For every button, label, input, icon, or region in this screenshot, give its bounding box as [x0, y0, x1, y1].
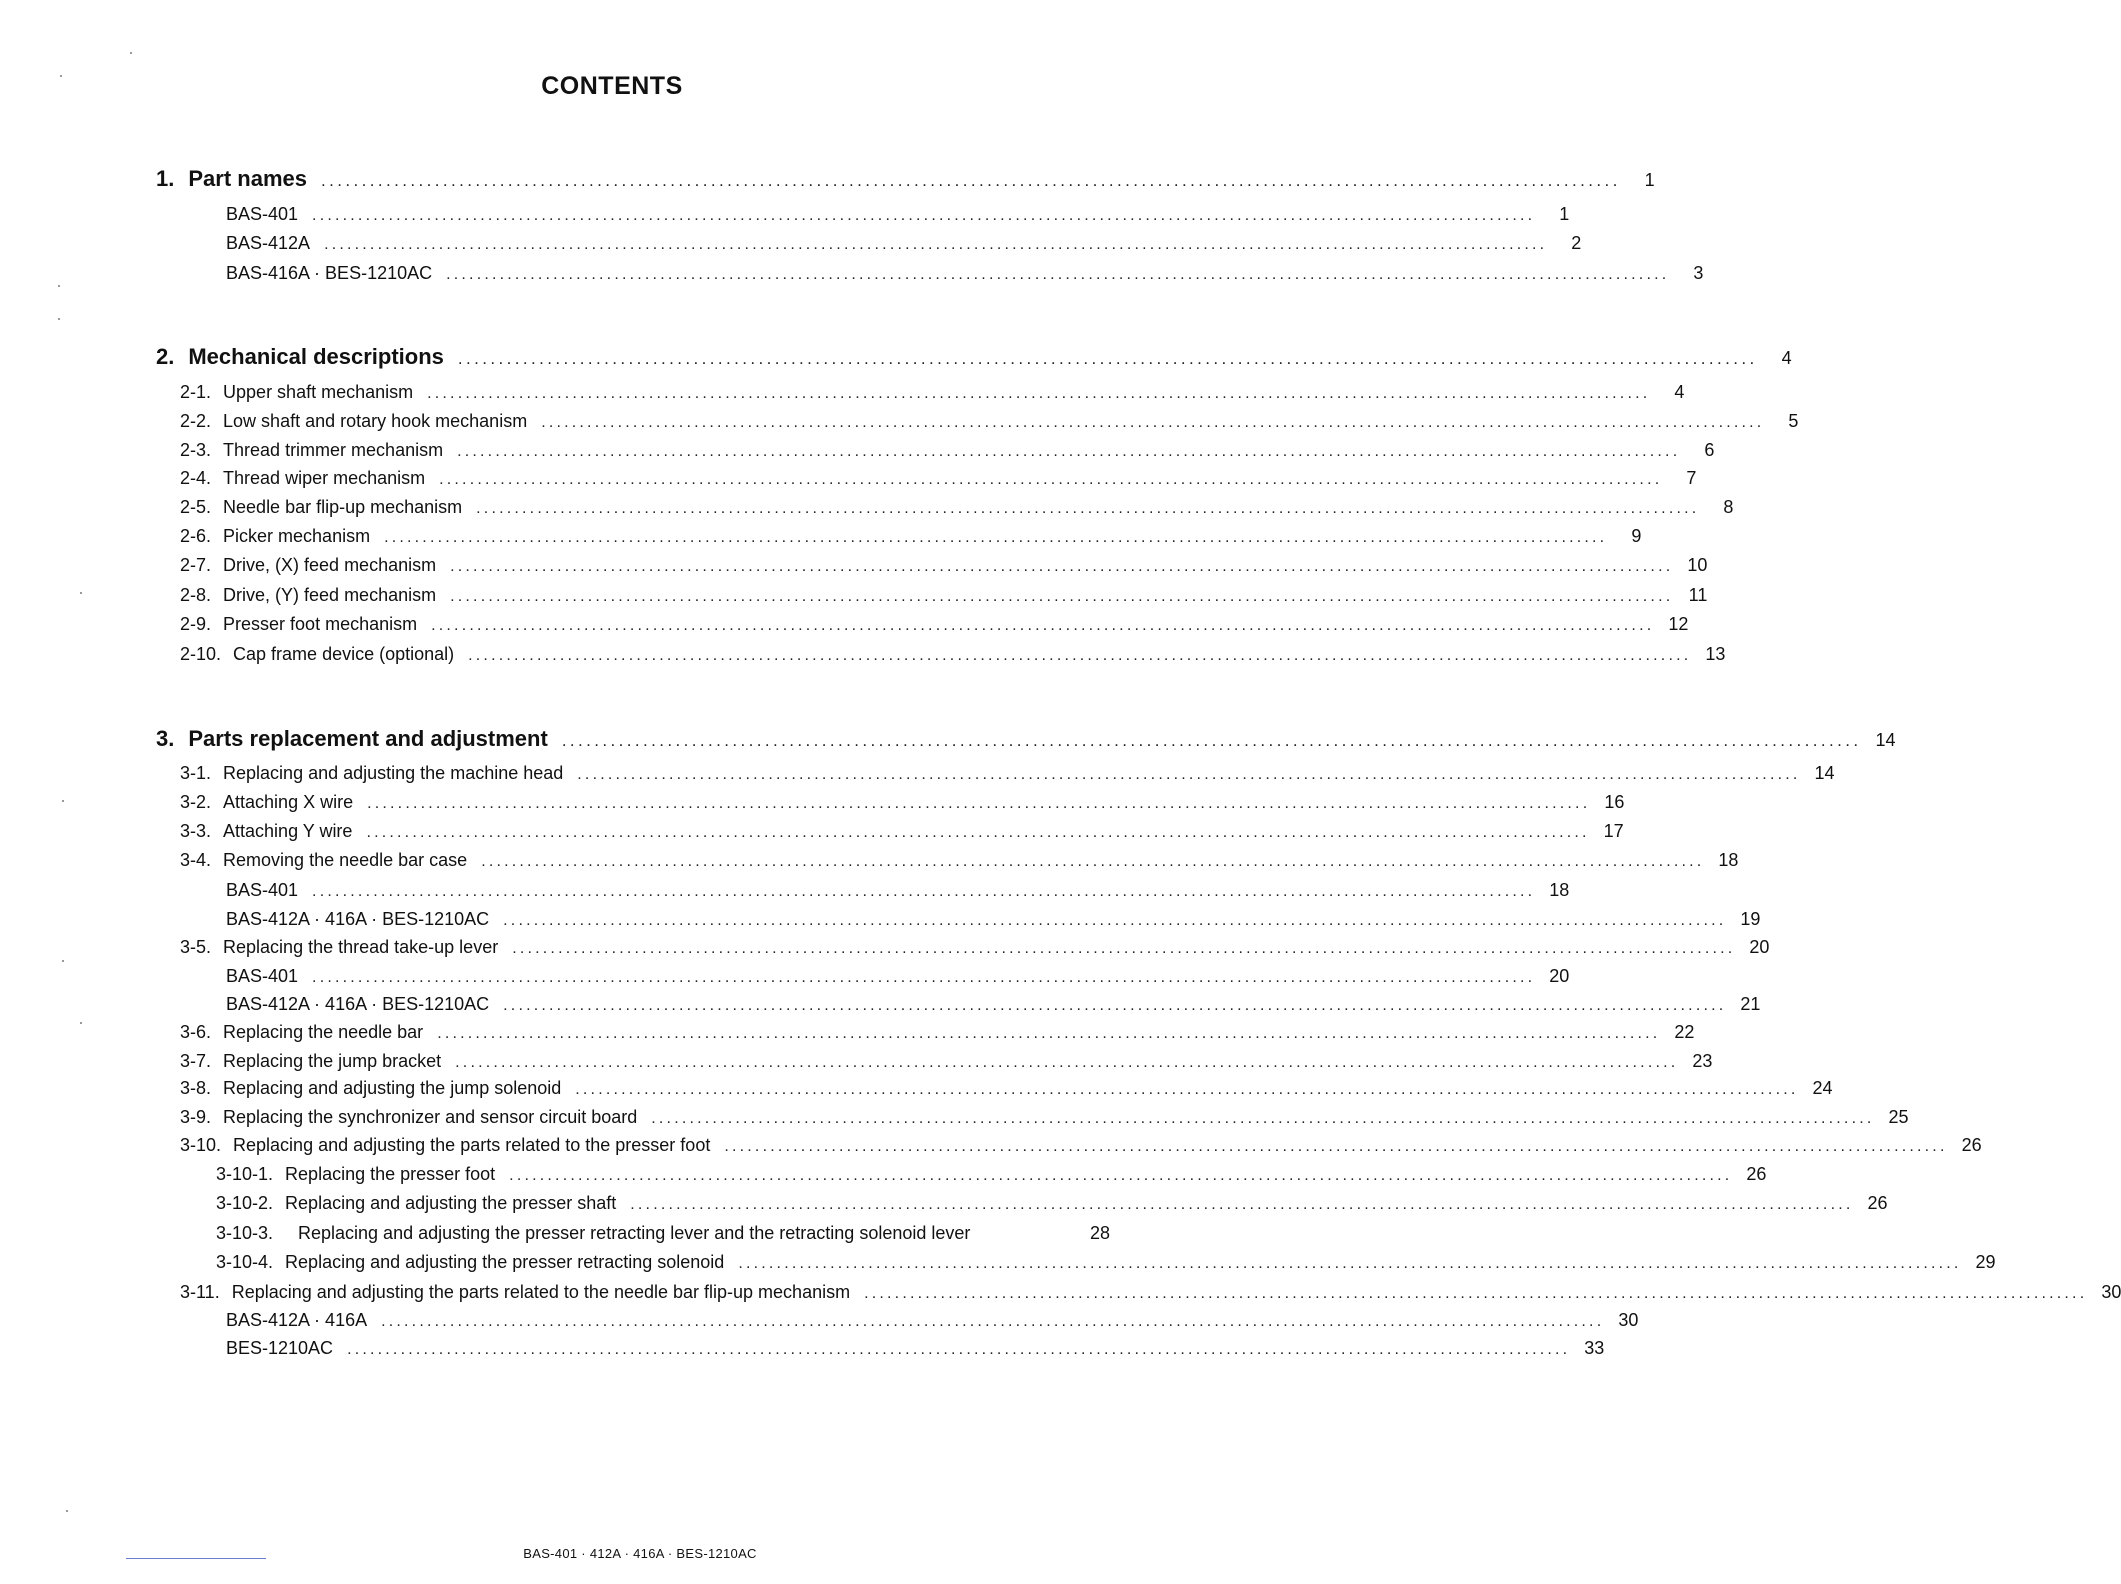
entry-title: Replacing and adjusting the parts related to the needle bar flip-up mechanism: [231, 1282, 851, 1302]
page-number: 7: [1686, 468, 1697, 488]
entry-title: BAS-401: [226, 204, 299, 224]
dot-leader: ................................................................................................................................................................: [651, 1110, 1875, 1127]
page-number: 6: [1704, 440, 1715, 460]
dot-leader: ................................................................................................................................................................: [381, 1313, 1605, 1330]
entry-number: 3-4.: [180, 850, 212, 870]
dot-leader: ................................................................................................................................................................: [347, 1341, 1571, 1358]
entry-title: Upper shaft mechanism: [223, 382, 414, 402]
entry-title: Drive, (Y) feed mechanism: [223, 585, 437, 605]
page-number: 20: [1749, 937, 1770, 957]
toc-entry: [180, 439, 1715, 463]
toc-entry: [180, 762, 1835, 786]
dot-leader: ................................................................................................................................................................: [437, 1025, 1661, 1042]
toc-entry: [180, 613, 1689, 637]
page-number: 10: [1687, 555, 1708, 575]
toc-entry: [180, 381, 1685, 405]
entry-title: Removing the needle bar case: [223, 850, 468, 870]
footer-rule: [126, 1558, 266, 1559]
entry-number: 2-3.: [180, 440, 212, 460]
toc-entry: [180, 1021, 1695, 1045]
entry-title: Attaching Y wire: [223, 821, 353, 841]
page-number: 8: [1723, 497, 1734, 517]
page-number: 30: [1618, 1310, 1639, 1330]
entry-title: Drive, (X) feed mechanism: [223, 555, 437, 575]
dot-leader: ................................................................................................................................................................: [446, 266, 1670, 283]
toc-section: [156, 726, 1896, 754]
page-number: 24: [1812, 1078, 1833, 1098]
entry-title: Replacing and adjusting the presser retracting lever and the retracting solenoid lever: [298, 1223, 971, 1243]
dot-leader: ................................................................................................................................................................: [561, 731, 1862, 750]
scan-speck: [130, 52, 132, 54]
entry-title: Replacing the needle bar: [223, 1022, 424, 1042]
entry-title: Picker mechanism: [223, 526, 371, 546]
toc-entry: [216, 1337, 1605, 1361]
page-number: 33: [1584, 1338, 1605, 1358]
entry-title: Replacing and adjusting the presser shaft: [285, 1193, 617, 1213]
dot-leader: ................................................................................................................................................................: [455, 1054, 1679, 1071]
dot-leader: ................................................................................................................................................................: [439, 471, 1663, 488]
section-number: 3.: [156, 726, 175, 751]
toc-entry: [180, 936, 1770, 960]
toc-entry: [180, 1106, 1909, 1130]
page-number: 18: [1718, 850, 1739, 870]
toc-entry: [180, 1281, 2121, 1305]
entry-title: Replacing and adjusting the presser retracting solenoid: [285, 1252, 725, 1272]
scan-speck: [58, 318, 60, 320]
entry-number: 3-10-3.: [216, 1223, 274, 1243]
entry-title: BAS-412A: [226, 233, 311, 253]
entry-number: 2-1.: [180, 382, 212, 402]
page-number: 22: [1674, 1022, 1695, 1042]
page-number: 2: [1571, 233, 1582, 253]
toc-entry: [216, 993, 1761, 1017]
entry-title: BAS-416A · BES-1210AC: [226, 263, 433, 283]
toc-entry: [180, 1134, 1982, 1158]
entry-title: BAS-412A · 416A · BES-1210AC: [226, 994, 490, 1014]
page-number: 14: [1814, 763, 1835, 783]
dot-leader: ................................................................................................................................................................: [312, 883, 1536, 900]
entry-title: Low shaft and rotary hook mechanism: [223, 411, 528, 431]
entry-title: BAS-401: [226, 880, 299, 900]
entry-number: 3-7.: [180, 1051, 212, 1071]
page-number: 12: [1668, 614, 1689, 634]
dot-leader: ................................................................................................................................................................: [512, 940, 1736, 957]
toc-entry: [180, 1077, 1833, 1101]
toc-entry: [180, 791, 1625, 815]
entry-title: BAS-401: [226, 966, 299, 986]
entry-number: 2-10.: [180, 644, 222, 664]
entry-number: 2-2.: [180, 411, 212, 431]
page-number: 28: [1089, 1223, 1110, 1243]
entry-title: Cap frame device (optional): [233, 644, 455, 664]
entry-title: Attaching X wire: [223, 792, 354, 812]
toc-entry: [180, 584, 1708, 608]
dot-leader: ................................................................................................................................................................: [367, 795, 1591, 812]
entry-number: 3-10-4.: [216, 1252, 274, 1272]
dot-leader: ................................................................................................................................................................: [320, 171, 1621, 190]
entry-title: Replacing the presser foot: [285, 1164, 496, 1184]
toc-section: [156, 166, 1655, 194]
dot-leader: ................................................................................................................................................................: [384, 529, 1608, 546]
toc-entry: [216, 1163, 1767, 1187]
entry-title: Replacing the synchronizer and sensor circuit board: [223, 1107, 638, 1127]
page-number: 29: [1975, 1252, 1996, 1272]
toc-entry: [216, 908, 1761, 932]
toc-entry: [216, 1192, 1888, 1216]
page-number: 26: [1961, 1135, 1982, 1155]
entry-number: 3-5.: [180, 937, 212, 957]
dot-leader: ................................................................................................................................................................: [503, 912, 1727, 929]
dot-leader: ................................................................................................................................................................: [577, 766, 1801, 783]
page-number: 20: [1549, 966, 1570, 986]
entry-number: 2-5.: [180, 497, 212, 517]
entry-title: Replacing the jump bracket: [223, 1051, 442, 1071]
page-number: 17: [1603, 821, 1624, 841]
page-number: 23: [1692, 1051, 1713, 1071]
scan-speck: [80, 1022, 82, 1024]
toc-entry: [180, 554, 1708, 578]
entry-number: 2-7.: [180, 555, 212, 575]
dot-leader: ................................................................................................................................................................: [366, 824, 1590, 841]
scan-speck: [62, 960, 64, 962]
toc-entry: [180, 849, 1739, 873]
dot-leader: ................................................................................................................................................................: [431, 617, 1655, 634]
toc-entry: [216, 965, 1570, 989]
toc-entry: [216, 1222, 1110, 1244]
entry-number: 2-8.: [180, 585, 212, 605]
dot-leader: ................................................................................................................................................................: [481, 853, 1705, 870]
toc-section: [156, 344, 1792, 372]
page-number: 16: [1604, 792, 1625, 812]
toc-entry: [216, 879, 1570, 903]
entry-number: 3-9.: [180, 1107, 212, 1127]
section-number: 1.: [156, 166, 175, 191]
toc-entry: [216, 1309, 1639, 1333]
toc-entry: [216, 203, 1570, 227]
entry-number: 3-11.: [180, 1282, 220, 1302]
page-number: 11: [1688, 585, 1708, 605]
entry-title: Replacing and adjusting the jump solenoid: [223, 1078, 562, 1098]
scan-speck: [58, 285, 60, 287]
page-number: 9: [1631, 526, 1642, 546]
scan-speck: [66, 1510, 68, 1512]
dot-leader: ................................................................................................................................................................: [468, 647, 1692, 664]
dot-leader: ................................................................................................................................................................: [503, 997, 1727, 1014]
toc-entry: [180, 410, 1799, 434]
toc-entry: [180, 820, 1624, 844]
dot-leader: ................................................................................................................................................................: [450, 558, 1674, 575]
toc-entry: [216, 262, 1704, 286]
entry-title: BAS-412A · 416A · BES-1210AC: [226, 909, 490, 929]
page-title: CONTENTS: [541, 72, 683, 100]
dot-leader: ................................................................................................................................................................: [630, 1196, 1854, 1213]
dot-leader: ................................................................................................................................................................: [541, 414, 1765, 431]
page-number: 13: [1705, 644, 1726, 664]
page-footer: BAS-401 · 412A · 416A · BES-1210AC: [523, 1546, 757, 1561]
entry-title: Thread trimmer mechanism: [223, 440, 444, 460]
dot-leader: ................................................................................................................................................................: [427, 385, 1651, 402]
dot-leader: ................................................................................................................................................................: [324, 236, 1548, 253]
page-number: 30: [2101, 1282, 2121, 1302]
entry-title: Replacing and adjusting the machine head: [223, 763, 564, 783]
section-title: Mechanical descriptions: [188, 344, 444, 369]
page-number: 14: [1875, 730, 1896, 750]
dot-leader: ................................................................................................................................................................: [312, 207, 1536, 224]
toc-entry: [180, 643, 1726, 667]
page-number: 19: [1740, 909, 1761, 929]
page-number: 18: [1549, 880, 1570, 900]
entry-title: BES-1210AC: [226, 1338, 334, 1358]
dot-leader: ................................................................................................................................................................: [724, 1138, 1948, 1155]
page-number: 3: [1693, 263, 1704, 283]
entry-title: Thread wiper mechanism: [223, 468, 426, 488]
page-number: 25: [1888, 1107, 1909, 1127]
toc-entry: [216, 232, 1582, 256]
toc-entry: [180, 467, 1697, 491]
entry-number: 3-3.: [180, 821, 212, 841]
page-number: 1: [1559, 204, 1570, 224]
page-number: 4: [1674, 382, 1685, 402]
toc-entry: [180, 1050, 1713, 1074]
dot-leader: ................................................................................................................................................................: [575, 1081, 1799, 1098]
toc-entry: [180, 525, 1642, 549]
entry-title: Presser foot mechanism: [223, 614, 418, 634]
dot-leader: ................................................................................................................................................................: [457, 443, 1681, 460]
dot-leader: ................................................................................................................................................................: [457, 349, 1758, 368]
dot-leader: ................................................................................................................................................................: [312, 969, 1536, 986]
page-number: 1: [1644, 170, 1655, 190]
entry-number: 2-9.: [180, 614, 212, 634]
scan-speck: [60, 75, 62, 77]
toc-entry: [180, 496, 1734, 520]
scan-speck: [62, 800, 64, 802]
dot-leader: ................................................................................................................................................................: [864, 1285, 2088, 1302]
dot-leader: ................................................................................................................................................................: [476, 500, 1700, 517]
entry-number: 2-6.: [180, 526, 212, 546]
page-number: 4: [1781, 348, 1792, 368]
section-title: Part names: [188, 166, 307, 191]
entry-number: 3-6.: [180, 1022, 212, 1042]
section-number: 2.: [156, 344, 175, 369]
page-number: 21: [1740, 994, 1761, 1014]
entry-number: 3-2.: [180, 792, 212, 812]
scan-speck: [80, 592, 82, 594]
entry-title: BAS-412A · 416A: [226, 1310, 368, 1330]
entry-number: 3-8.: [180, 1078, 212, 1098]
entry-title: Replacing the thread take-up lever: [223, 937, 499, 957]
entry-number: 3-10.: [180, 1135, 222, 1155]
entry-number: 3-10-2.: [216, 1193, 274, 1213]
section-title: Parts replacement and adjustment: [188, 726, 548, 751]
dot-leader: ................................................................................................................................................................: [738, 1255, 1962, 1272]
page-number: 26: [1746, 1164, 1767, 1184]
entry-number: 2-4.: [180, 468, 212, 488]
dot-leader: ................................................................................................................................................................: [450, 588, 1674, 605]
toc-entry: [216, 1251, 1996, 1275]
entry-number: 3-1.: [180, 763, 212, 783]
entry-number: 3-10-1.: [216, 1164, 274, 1184]
page-number: 5: [1788, 411, 1799, 431]
entry-title: Needle bar flip-up mechanism: [223, 497, 463, 517]
dot-leader: ................................................................................................................................................................: [509, 1167, 1733, 1184]
entry-title: Replacing and adjusting the parts related to the presser foot: [233, 1135, 711, 1155]
page-number: 26: [1867, 1193, 1888, 1213]
